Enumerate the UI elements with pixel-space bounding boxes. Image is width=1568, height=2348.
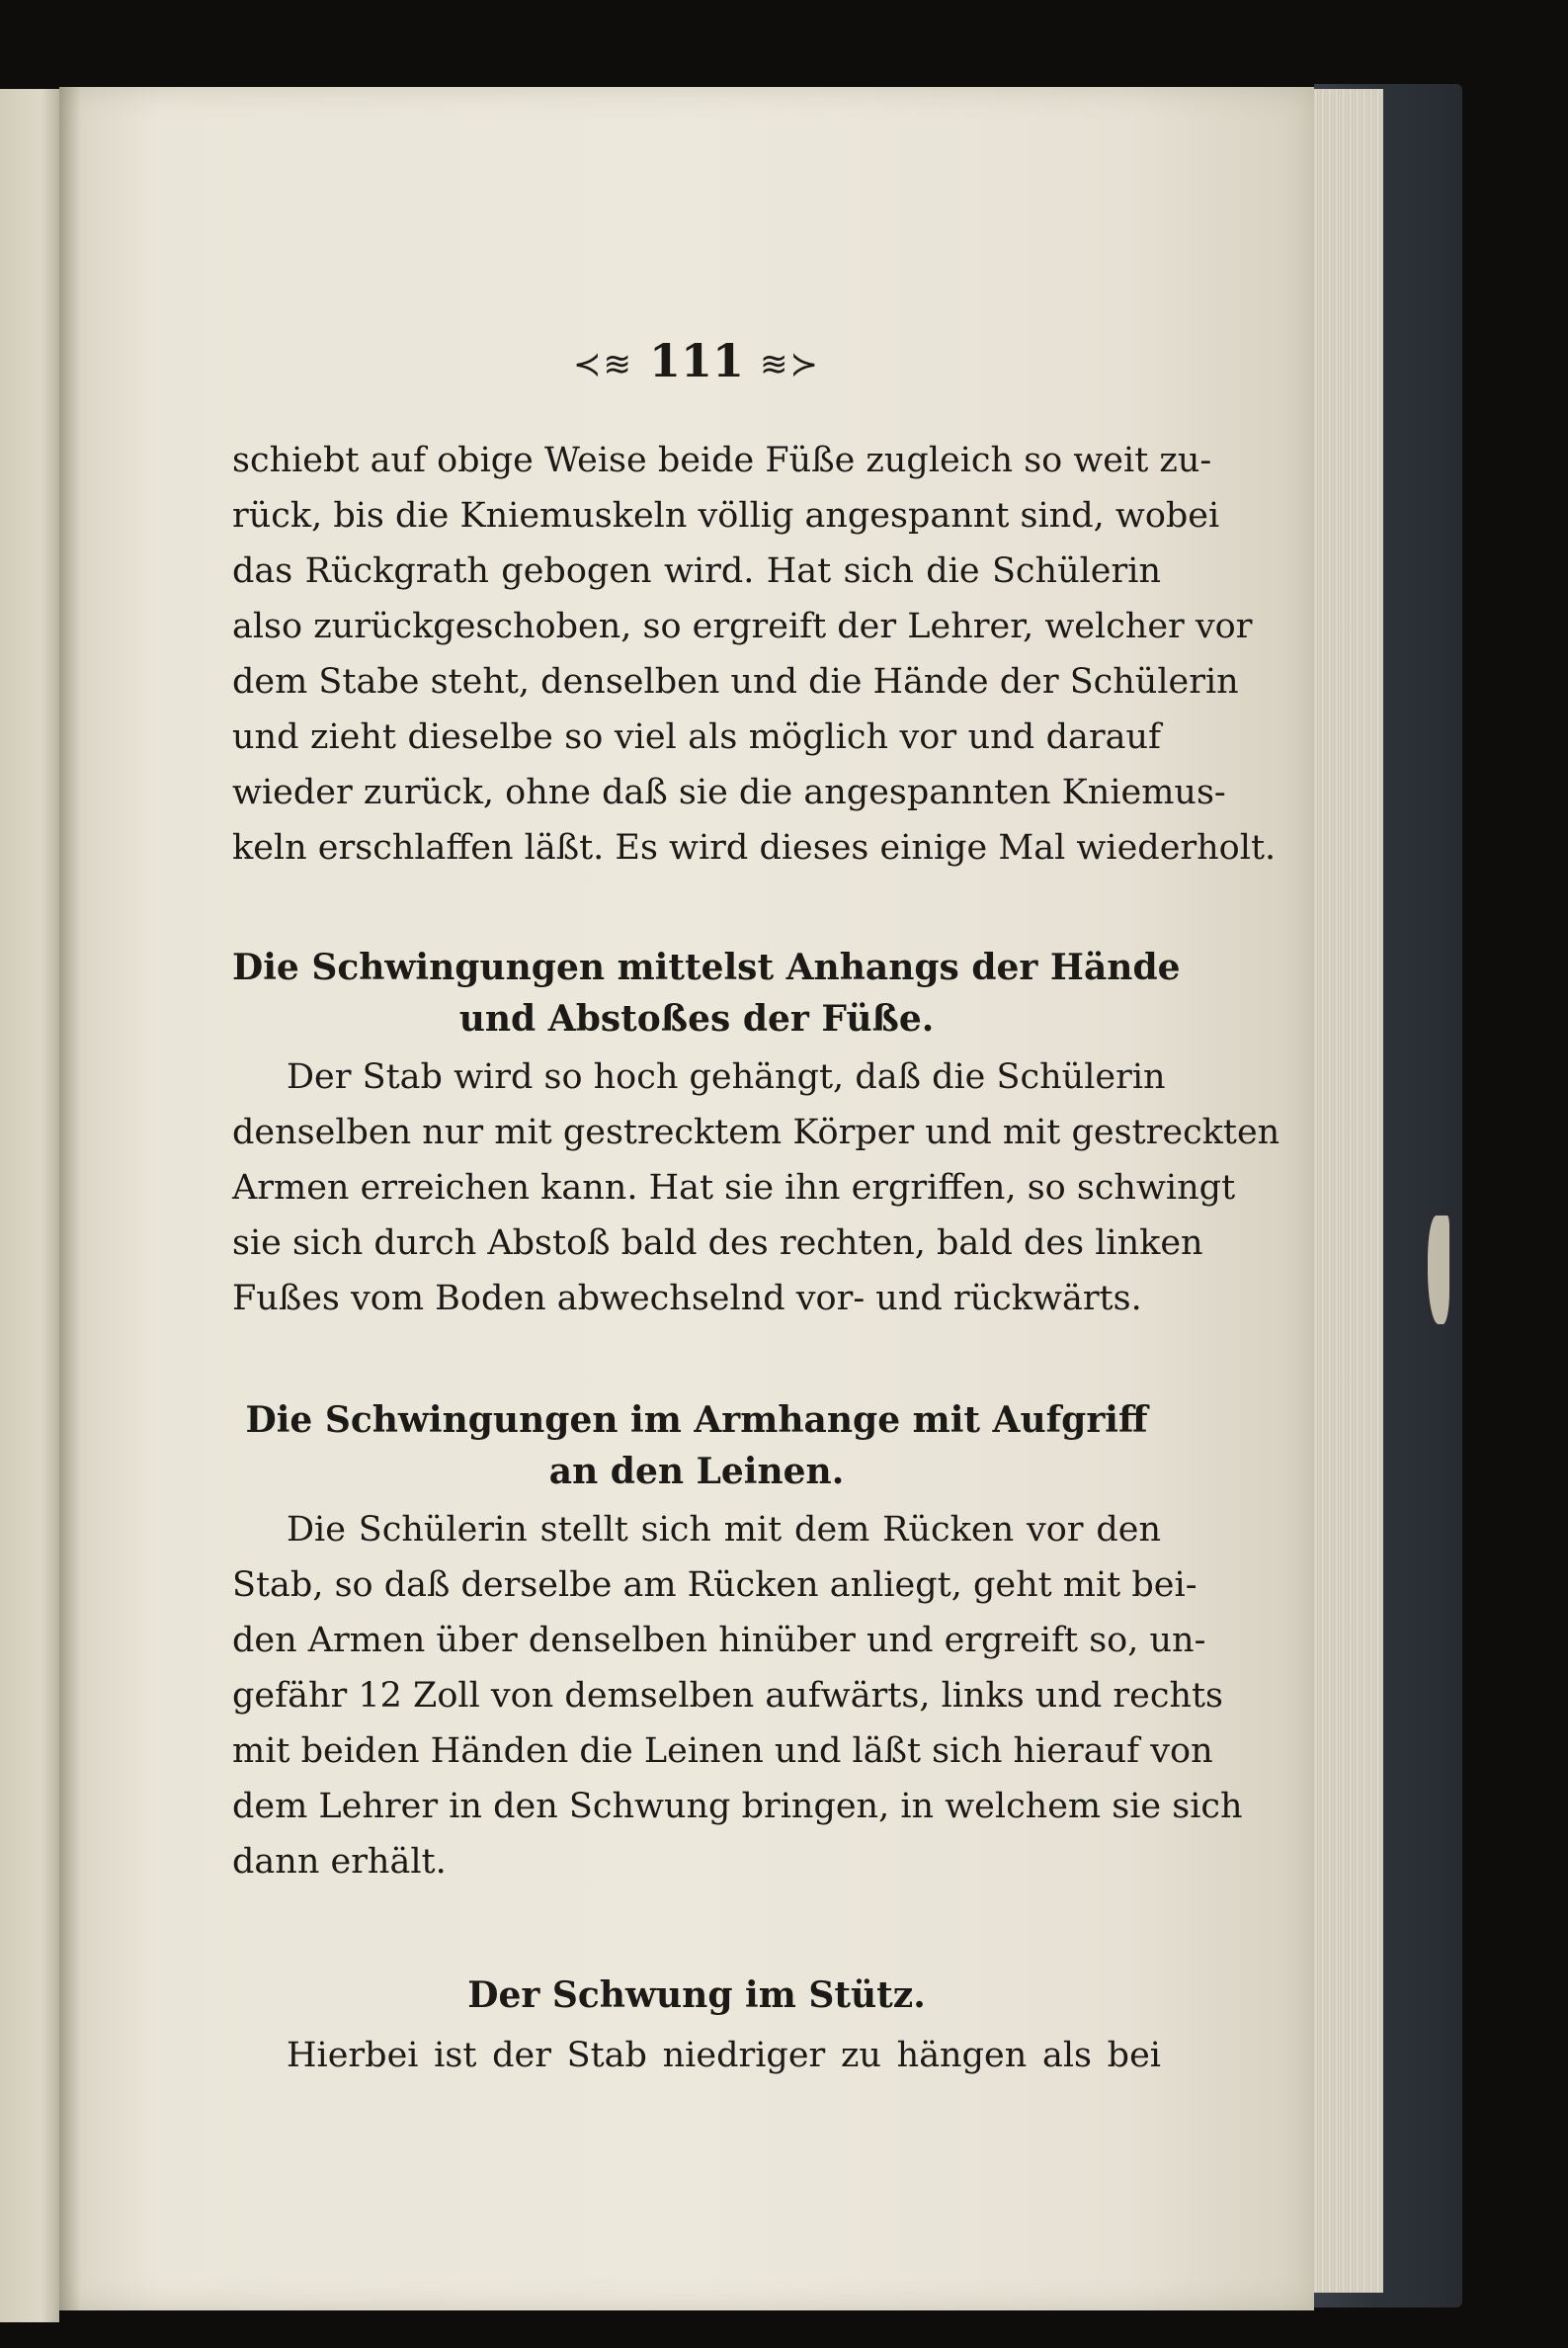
section-heading: Die Schwingungen im Armhange mit Aufgriff (245, 1399, 1148, 1441)
text-line: gefähr 12 Zoll von demselben aufwärts, links und rechts (232, 1676, 1224, 1716)
text-line: Der Stab wird so hoch gehängt, daß die Schülerin (287, 1057, 1166, 1097)
text-line: Die Schülerin stellt sich mit dem Rücken vor den (287, 1510, 1161, 1550)
section-heading: und Abstoßes der Füße. (458, 998, 935, 1040)
section-heading: an den Leinen. (548, 1451, 845, 1492)
section-heading: Die Schwingungen mittelst Anhangs der Hände (232, 947, 1181, 988)
cover-damage (1428, 1216, 1449, 1324)
text-line: dem Lehrer in den Schwung bringen, in welchem sie sich (232, 1787, 1243, 1826)
text-line: keln erschlaffen läßt. Es wird dieses einige Mal wiederholt. (232, 828, 1277, 868)
text-line: Stab, so daß derselbe am Rücken anliegt, geht mit bei- (232, 1565, 1197, 1605)
page-edges (1304, 89, 1383, 2293)
facing-page-edge (0, 89, 59, 2322)
text-line: also zurückgeschoben, so ergreift der Lehrer, welcher vor (232, 607, 1253, 646)
text-line: Hierbei ist der Stab niedriger zu hängen als bei (287, 2036, 1161, 2075)
text-line: mit beiden Händen die Leinen und läßt sich hierauf von (232, 1731, 1213, 1771)
text-line: Armen erreichen kann. Hat sie ihn ergriffen, so schwingt (232, 1168, 1236, 1208)
page-gutter-shadow (59, 87, 81, 2310)
text-line: wieder zurück, ohne daß sie die angespannten Kniemus- (232, 773, 1226, 812)
text-line: den Armen über denselben hinüber und ergreift so, un- (232, 1621, 1206, 1660)
text-line: Fußes vom Boden abwechselnd vor- und rückwärts. (232, 1279, 1142, 1318)
text-line: denselben nur mit gestrecktem Körper und mit gestreckten (232, 1113, 1280, 1152)
header-ornament-right: ≋≻ (760, 345, 821, 384)
page-header (232, 334, 1161, 387)
text-line: das Rückgrath gebogen wird. Hat sich die Schülerin (232, 551, 1161, 591)
text-line: dem Stabe steht, denselben und die Hände der Schülerin (232, 662, 1239, 702)
page-number: 111 (648, 334, 745, 387)
section-heading: Der Schwung im Stütz. (467, 1974, 926, 2016)
text-line: rück, bis die Kniemuskeln völlig angespannt sind, wobei (232, 496, 1220, 536)
header-ornament-left: ≺≋ (572, 345, 633, 384)
text-line: schiebt auf obige Weise beide Füße zugleich so weit zu- (232, 441, 1212, 480)
book-page (59, 87, 1314, 2310)
text-line: sie sich durch Abstoß bald des rechten, bald des linken (232, 1223, 1203, 1263)
text-line: dann erhält. (232, 1842, 447, 1882)
text-line: und zieht dieselbe so viel als möglich vor und darauf (232, 717, 1161, 757)
